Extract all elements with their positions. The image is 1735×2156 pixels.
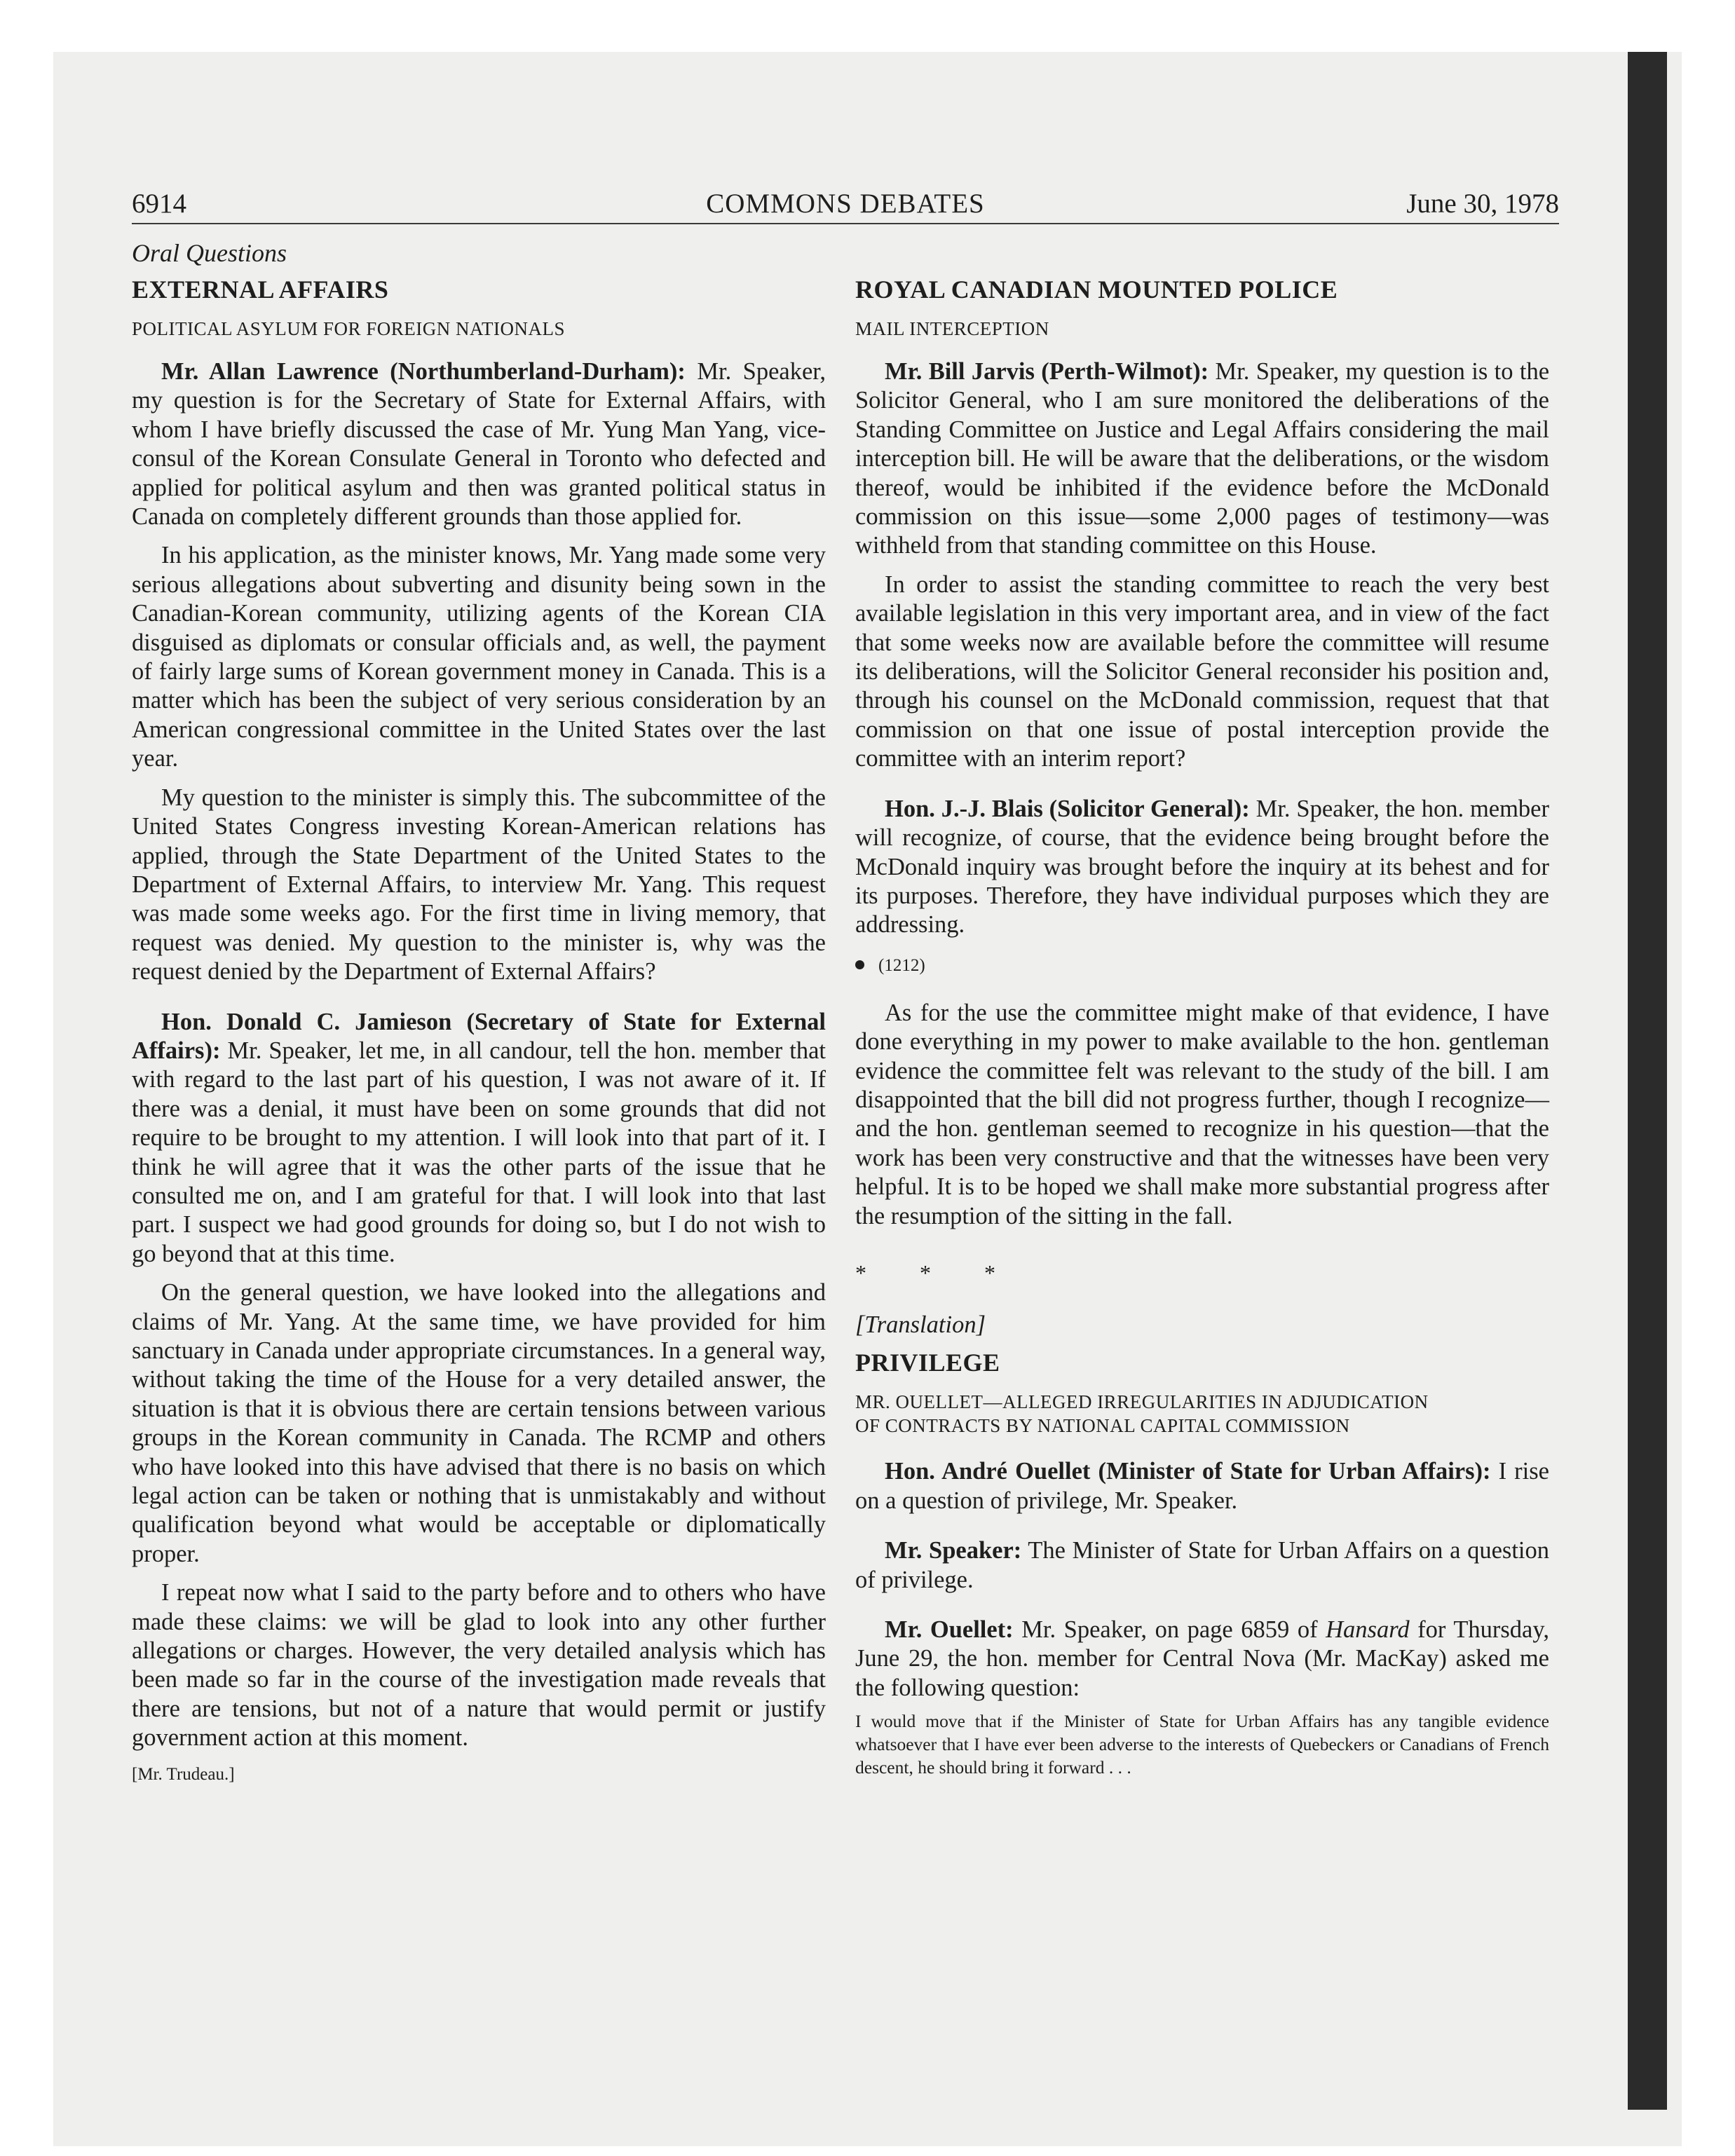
paragraph [855,795,1549,940]
section-heading: PRIVILEGE [855,1349,1000,1377]
hansard-title: Hansard [1326,1616,1410,1643]
speech-text: I rise on a question of privilege, Mr. Speaker. [855,1458,1549,1514]
section-subheading: POLITICAL ASYLUM FOR FOREIGN NATIONALS [132,318,566,339]
block-quote: I would move that if the Minister of State for Urban Affairs has any tangible evidence whatsoever that I have ever been adverse to the interests of Quebeckers or Canadians of French descent, he should bring it forward . . . [855,1711,1549,1778]
paragraph [855,1616,1549,1703]
speaker-attribution: [Mr. Trudeau.] [132,1764,235,1784]
time-stamp-text: (1212) [878,955,925,975]
paragraph: On the general question, we have looked into the allegations and claims of Mr. Yang. At the same time, we have provided for him sanctuary in Canada under appropriate circumstances. In a general way, without taking the time of the House for a very detailed answer, the situation is that it is obvious there are certain tensions between various groups in the Korean community in Canada. The RCMP and others who have looked into this have advised that there is no basis on which legal action can be taken or nothing that is unmistakably and without qualification beyond what would be acceptable or diplomatically proper. [132,1279,826,1567]
paragraph: In order to assist the standing committee to reach the very best available legislation in this very important area, and in view of the fact that some weeks now are available before the committee will resume its deliberations, will the Solicitor General reconsider his position and, through his counsel on the McDonald commission, request that that commission on that one issue of postal interception provide the committee with an interim report? [855,571,1549,772]
speaker-name: Mr. Speaker: [885,1537,1022,1564]
paragraph: In his application, as the minister knows, Mr. Yang made some very serious allegations about subverting and disunity being sown in the Canadian-Korean community, utilizing agents of the Korean CIA disguised as diplomats or consular officials and, as well, the payment of fairly large sums of Korean government money in Canada. This is a matter which has been the subject of very serious consideration by an American congressional committee in the United States over the last year. [132,542,826,772]
speech-text: for Thursday, June 29, the hon. member for Central Nova (Mr. MacKay) asked me the following question: [855,1616,1550,1701]
speaker-name: Mr. Allan Lawrence (Northumberland-Durham): [161,358,686,385]
page-header [132,186,1559,221]
section-subheading: MR. OUELLET—ALLEGED IRREGULARITIES IN ADJUDICATION [855,1391,1429,1413]
header-rule [132,223,1559,224]
translation-note: [Translation] [855,1311,986,1338]
left-column [132,237,826,1787]
header-date: June 30, 1978 [1406,189,1559,219]
page-number: 6914 [132,189,186,219]
section-subheading: OF CONTRACTS BY NATIONAL CAPITAL COMMISSION [855,1415,1350,1437]
section-separator: * * * [855,1260,1019,1285]
bullet-icon [855,960,864,969]
paragraph [855,357,1549,561]
speech-text: The Minister of State for Urban Affairs on a question of privilege. [855,1537,1549,1593]
speech-text: Mr. Speaker, let me, in all candour, tell the hon. member that with regard to the last part of his question, I was not aware of it. If there was a denial, it must have been on some grounds that did not require to be brought to my attention. I will look into that part of it. I think he will agree that it was the other parts of the issue that he consulted me on, and I am grateful for that. I will look into that last part. I suspect we had good grounds for doing so, but I do not wish to go beyond that at this time. [132,1037,826,1267]
section-subheading: MAIL INTERCEPTION [855,318,1049,339]
running-title: COMMONS DEBATES [706,189,985,219]
section-heading: EXTERNAL AFFAIRS [132,275,389,303]
speech-text: Mr. Speaker, my question is to the Solicitor General, who I am sure monitored the deliberations of the Standing Committee on Justice and Legal Affairs considering the mail interception bill. He will be aware that the deliberations, or the wisdom thereof, would be inhibited if the evidence before the McDonald commission on this issue—some 2,000 pages of testimony—was withheld from that standing committee on this House. [855,358,1550,559]
section-heading: ROYAL CANADIAN MOUNTED POLICE [855,275,1338,303]
speaker-name: Hon. J.-J. Blais (Solicitor General): [885,795,1250,822]
time-stamp [855,954,1549,978]
speech-text: Mr. Speaker, my question is for the Secretary of State for External Affairs, with whom I have briefly discussed the case of Mr. Yung Man Yang, vice-consul of the Korean Consulate General in Toronto who defected and applied for political asylum and then was granted political status in Canada on completely different grounds than those applied for. [132,358,826,531]
speech-text: Mr. Speaker, the hon. member will recognize, of course, that the evidence being brought before the McDonald inquiry was brought before the inquiry at its behest and for its purposes. Therefore, they have individual purposes which they are addressing. [855,795,1549,939]
paragraph: My question to the minister is simply this. The subcommittee of the United States Congress investing Korean-American relations has applied, through the State Department of the United States to the Department of External Affairs, to interview Mr. Yang. This request was made some weeks ago. For the first time in living memory, that request was denied. My question to the minister is, why was the request denied by the Department of External Affairs? [132,784,826,985]
section-kicker: Oral Questions [132,239,287,267]
speech-text: Mr. Speaker, on page 6859 of [1013,1616,1326,1643]
speaker-name: Hon. Donald C. Jamieson (Secretary of State for External Affairs): [132,1008,826,1064]
paragraph [855,1457,1549,1515]
speaker-name: Mr. Ouellet: [885,1616,1014,1643]
paragraph [132,357,826,531]
paragraph: I repeat now what I said to the party before and to others who have made these claims: we will be glad to look into any other further allegations or charges. However, the very detailed analysis which has been made so far in the course of the investigation made reveals that there are tensions, but not of a nature that would permit or justify government action at this moment. [132,1579,826,1752]
speaker-name: Hon. André Ouellet (Minister of State for Urban Affairs): [885,1458,1491,1485]
paragraph [132,1008,826,1269]
paragraph: As for the use the committee might make of that evidence, I have done everything in my power to make available to the hon. gentleman evidence the committee felt was relevant to the study of the bill. I am disappointed that the bill did not progress further, though I recognize—and the hon. gentleman seemed to recognize in his question—that the work has been very constructive and that the witnesses have been very helpful. It is to be hoped we shall make more substantial progress after the resumption of the sitting in the fall. [855,999,1549,1229]
paragraph [855,1536,1549,1595]
speaker-name: Mr. Bill Jarvis (Perth-Wilmot): [885,358,1209,385]
scan-edge-shadow [1628,52,1667,2110]
right-column [855,237,1549,1779]
